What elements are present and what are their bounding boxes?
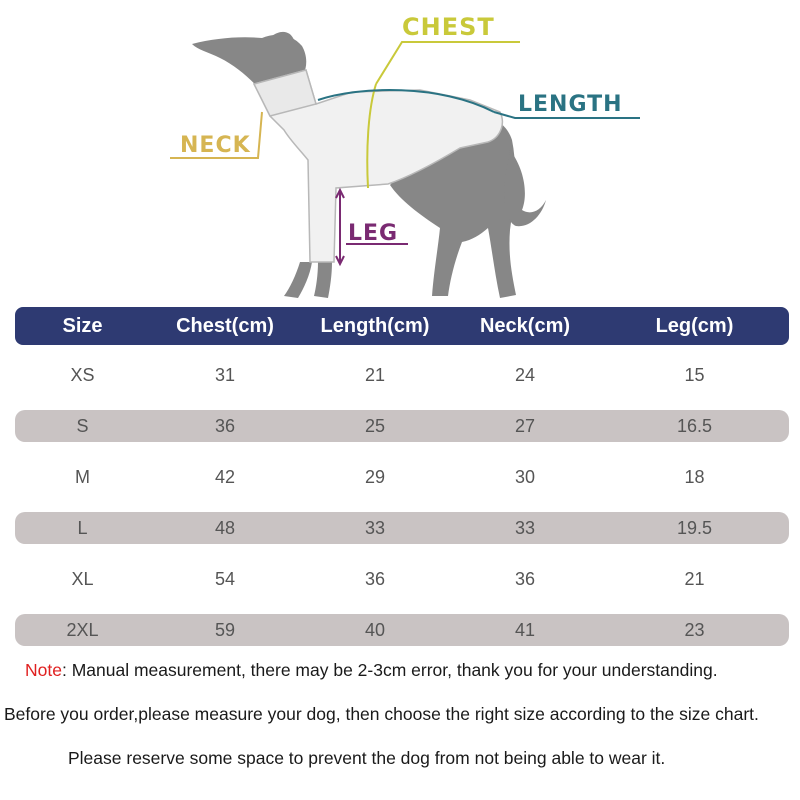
- cell-length: 25: [364, 415, 386, 436]
- cell-chest: 48: [214, 517, 236, 538]
- column-header-length: Length(cm): [320, 314, 430, 337]
- cell-size: XS: [70, 364, 95, 385]
- cell-length: 40: [364, 619, 386, 640]
- table-row: [15, 410, 789, 442]
- note-line-order: Before you order,please measure your dog, then choose the right size according to the size chart.: [4, 704, 759, 724]
- table-row: [15, 563, 789, 595]
- cell-length: 21: [364, 364, 386, 385]
- cell-size: 2XL: [66, 619, 99, 640]
- cell-chest: 54: [214, 568, 236, 589]
- cell-size: M: [75, 466, 90, 487]
- size-chart-table: [15, 307, 789, 646]
- cell-chest: 31: [214, 364, 236, 385]
- cell-neck: 30: [514, 466, 536, 487]
- cell-leg: 16.5: [676, 415, 713, 436]
- cell-size: L: [77, 517, 88, 538]
- cell-chest: 59: [214, 619, 236, 640]
- column-header-leg: Leg(cm): [655, 314, 734, 337]
- cell-length: 36: [364, 568, 386, 589]
- cell-chest: 42: [214, 466, 236, 487]
- table-row: [15, 614, 789, 646]
- table-row: [15, 461, 789, 493]
- cell-leg: 15: [684, 364, 705, 385]
- cell-size: XL: [71, 568, 94, 589]
- neck-label: NECK: [180, 133, 251, 158]
- cell-neck: 27: [514, 415, 536, 436]
- note-line-measurement: [25, 660, 718, 681]
- cell-size: S: [76, 415, 89, 436]
- cell-neck: 33: [514, 517, 536, 538]
- note-text: : Manual measurement, there may be 2-3cm error, thank you for your understanding.: [61, 660, 718, 680]
- cell-neck: 36: [514, 568, 536, 589]
- table-row: [15, 512, 789, 544]
- column-header-chest: Chest(cm): [176, 314, 274, 337]
- leg-label: LEG: [348, 221, 399, 246]
- cell-chest: 36: [214, 415, 236, 436]
- column-header-size: Size: [62, 314, 103, 337]
- table-header: [15, 307, 789, 345]
- note-prefix: Note: [25, 660, 62, 680]
- cell-leg: 23: [684, 619, 705, 640]
- cell-neck: 41: [514, 619, 536, 640]
- dog-measurement-diagram: [0, 0, 800, 305]
- chest-label: CHEST: [402, 13, 495, 41]
- cell-length: 33: [364, 517, 386, 538]
- length-label: LENGTH: [518, 92, 623, 117]
- cell-leg: 21: [684, 568, 705, 589]
- column-header-neck: Neck(cm): [479, 314, 571, 337]
- cell-neck: 24: [514, 364, 536, 385]
- cell-length: 29: [364, 466, 386, 487]
- cell-leg: 18: [684, 466, 705, 487]
- cell-leg: 19.5: [676, 517, 713, 538]
- table-row: [15, 359, 789, 391]
- note-line-reserve: Please reserve some space to prevent the dog from not being able to wear it.: [68, 748, 666, 768]
